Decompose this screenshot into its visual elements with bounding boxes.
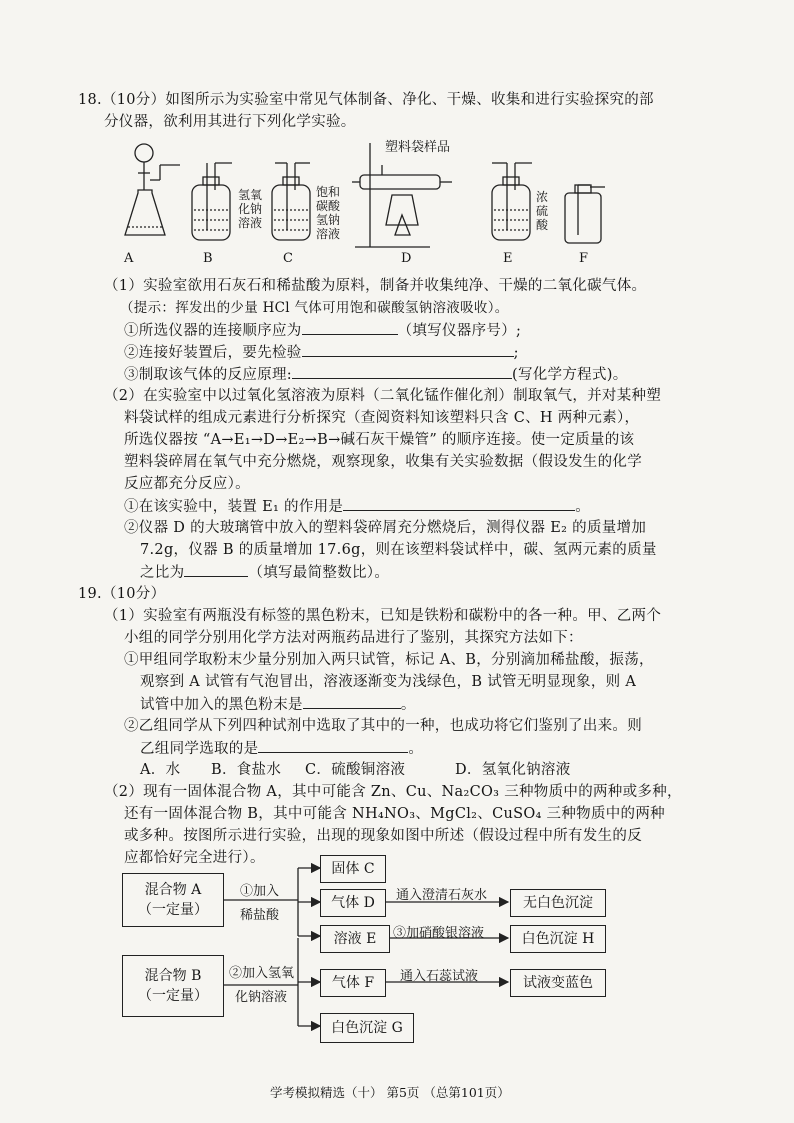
q18-p1-hint: （提示：挥发出的少量 HCl 气体可用饱和碳酸氢钠溶液吸收）。 bbox=[120, 300, 509, 316]
step2-label-1: ②加入氢氧 bbox=[229, 966, 295, 981]
q19-option-c: C．硫酸铜溶液 bbox=[305, 762, 406, 778]
flow-box-solid-c: 固体 C bbox=[320, 855, 386, 883]
q18-p1-s2: ②连接好装置后，要先检验 ; bbox=[124, 342, 519, 363]
q19-p1-l6: ②乙组同学从下列四种试剂中选取了其中的一种，也成功将它们鉴别了出来。则 bbox=[124, 718, 642, 734]
apparatus-label-f: F bbox=[579, 251, 589, 266]
c-side-label: 氢氧化钠溶液 bbox=[238, 188, 263, 230]
step1-label-1: ①加入 bbox=[240, 884, 280, 899]
page-footer: 学考模拟精选（十） 第5页 （总第101页） bbox=[270, 1085, 510, 1100]
apparatus-label-b: B bbox=[203, 251, 213, 266]
q18-p2-s2-l1: ②仪器 D 的大玻璃管中放入的塑料袋碎屑充分燃烧后，测得仪器 E₂ 的质量增加 bbox=[124, 520, 647, 536]
step2-label-2: 化钠溶液 bbox=[235, 990, 288, 1005]
q18-p1-line1: （1）实验室欲用石灰石和稀盐酸为原料，制备并收集纯净、干燥的二氧化碳气体。 bbox=[104, 278, 647, 294]
q19-p1-l1: （1）实验室有两瓶没有标签的黑色粉末，已知是铁粉和碳粉中的各一种。甲、乙两个 bbox=[104, 608, 662, 624]
q18-p2-s2-l3: 之比为 （填写最简整数比）。 bbox=[140, 562, 389, 583]
flow-result-precipitate-h: 白色沉淀 H bbox=[510, 925, 606, 953]
q18-p2-line5: 反应都充分反应）。 bbox=[124, 476, 250, 492]
q18-p2-line1: （2）在实验室中以过氧化氢溶液为原料（二氧化锰作催化剂）制取氧气，并对某种塑 bbox=[104, 388, 662, 404]
q19-p2-l2: 还有一固体混合物 B，其中可能含 NH₄NO₃、MgCl₂、CuSO₄ 三种物质中的两种 bbox=[124, 806, 665, 822]
q18-stem-line1: 18.（10分）如图所示为实验室中常见气体制备、净化、干燥、收集和进行实验探究的部 bbox=[78, 92, 654, 108]
q19-p1-l3: ①甲组同学取粉末少量分别加入两只试管，标记 A、B，分别滴加稀盐酸，振荡， bbox=[124, 652, 654, 668]
q19-p1-l5: 试管中加入的黑色粉末是 。 bbox=[140, 694, 416, 715]
q19-option-d: D．氢氧化钠溶液 bbox=[455, 762, 571, 778]
e-side-label: 浓硫酸 bbox=[536, 190, 549, 232]
q18-stem-line2: 分仪器，欲利用其进行下列化学实验。 bbox=[104, 114, 356, 130]
mixture-a-qty: （一定量） bbox=[138, 902, 208, 918]
q19-p2-l3: 或多种。按图所示进行实验，出现的现象如图中所述（假设过程中所有发生的反 bbox=[124, 828, 642, 844]
q18-p2-line2: 料袋试样的组成元素进行分析探究（查阅资料知该塑料只含 C、H 两种元素）， bbox=[124, 410, 640, 426]
q18-p1-s1: ①所选仪器的连接顺序应为 （填写仪器序号）; bbox=[124, 320, 521, 341]
q19-option-b: B．食盐水 bbox=[211, 762, 282, 778]
flow-box-precipitate-g: 白色沉淀 G bbox=[320, 1013, 414, 1043]
apparatus-label-e: E bbox=[503, 251, 513, 266]
q18-p2-s1: ①在该实验中，装置 E₁ 的作用是 。 bbox=[124, 496, 590, 517]
q19-p2-l4: 应都恰好完全进行）。 bbox=[124, 850, 265, 866]
flow-result-no-precipitate: 无白色沉淀 bbox=[510, 889, 606, 917]
label-to-e: ③加硝酸银溶液 bbox=[393, 926, 485, 941]
flow-result-turns-blue: 试液变蓝色 bbox=[510, 969, 606, 997]
apparatus-label-a: A bbox=[124, 251, 134, 266]
step1-label-2: 稀盐酸 bbox=[240, 908, 280, 923]
flow-box-gas-d: 气体 D bbox=[320, 889, 386, 917]
flow-box-mixture-a bbox=[122, 873, 224, 927]
q19-title: 19.（10分） bbox=[78, 586, 166, 602]
q18-p1-s3: ③制取该气体的反应原理: (写化学方程式)。 bbox=[124, 364, 628, 385]
q19-p1-l4: 观察到 A 试管有气泡冒出，溶液逐渐变为浅绿色，B 试管无明显现象，则 A bbox=[140, 674, 637, 690]
mixture-a-label: 混合物 A bbox=[144, 882, 202, 898]
apparatus-label-d: D bbox=[401, 251, 412, 266]
q18-p2-line3: 所选仪器按 “A→E₁→D→E₂→B→碱石灰干燥管” 的顺序连接。使一定质量的该 bbox=[124, 432, 635, 448]
q19-p2-l1: （2）现有一固体混合物 A，其中可能含 Zn、Cu、Na₂CO₃ 三种物质中的两种或多种， bbox=[104, 784, 682, 800]
label-to-d: 通入澄清石灰水 bbox=[396, 888, 488, 903]
mixture-b-qty: （一定量） bbox=[138, 988, 208, 1004]
q19-option-a: A．水 bbox=[140, 762, 181, 778]
d-side-label: 饱和碳酸氢钠溶液 bbox=[316, 185, 341, 241]
flow-box-solution-e: 溶液 E bbox=[320, 925, 390, 953]
q19-p1-l2: 小组的同学分别用化学方法对两瓶药品进行了鉴别，其探究方法如下： bbox=[124, 630, 583, 646]
apparatus-label-c: C bbox=[283, 251, 293, 266]
d-top-label: 塑料袋样品 bbox=[385, 140, 451, 155]
label-to-f: 通入石蕊试液 bbox=[400, 969, 479, 984]
flow-box-gas-f: 气体 F bbox=[320, 969, 386, 997]
q19-p1-l7: 乙组同学选取的是 。 bbox=[140, 738, 423, 759]
q18-p2-line4: 塑料袋碎屑在氧气中充分燃烧，观察现象，收集有关实验数据（假设发生的化学 bbox=[124, 454, 642, 470]
mixture-b-label: 混合物 B bbox=[144, 968, 202, 984]
q18-p2-s2-l2: 7.2g，仪器 B 的质量增加 17.6g，则在该塑料袋试样中，碳、氢两元素的质量 bbox=[140, 542, 657, 558]
flow-box-mixture-b bbox=[122, 955, 224, 1017]
